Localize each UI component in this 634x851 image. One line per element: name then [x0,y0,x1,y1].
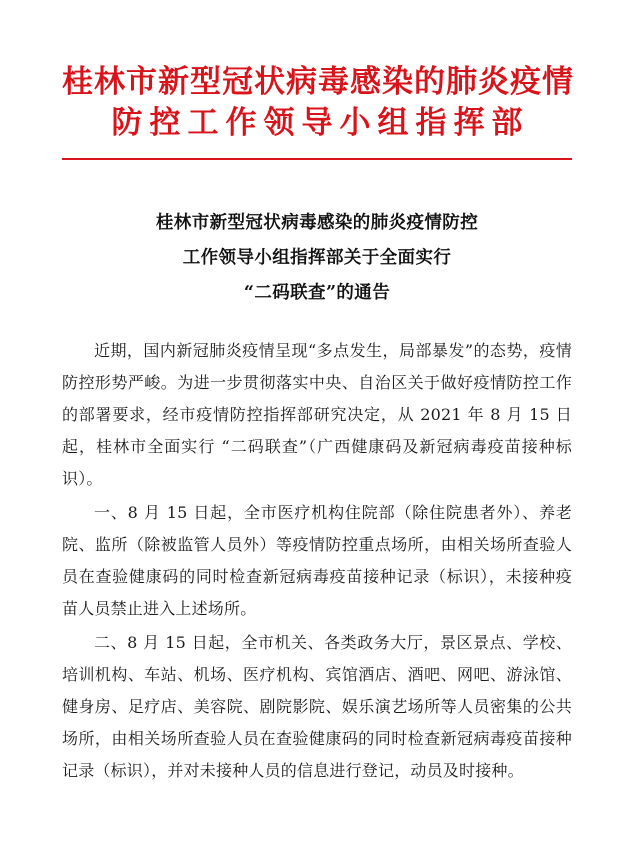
body-paragraph-3: 二、8 月 15 日起，全市机关、各类政务大厅，景区景点、学校、培训机构、车站、机场、医疗机构、宾馆酒店、酒吧、网吧、游泳馆、健身房、足疗店、美容院、剧院影院、娱乐演艺场所等人员密集的公共场所，由相关场所查验人员在查验健康码的同时检查新冠病毒疫苗接种记录（标识），并对未接种人员的信息进行登记，动员及时接种。 [62,632,572,780]
page-title-line-3: “二码联查”的通告 [243,282,391,303]
page-title-line-2: 工作领导小组指挥部关于全面实行 [182,247,452,268]
document-body [62,335,572,787]
masthead-line-2: 防控工作领导小组指挥部 [111,104,530,141]
masthead-red-divider [62,158,572,160]
body-paragraph-2: 一、8 月 15 日起，全市医疗机构住院部（除住院患者外）、养老院、监所（除被监管人员外）等疫情防控重点场所，由相关场所查验人员在查验健康码的同时检查新冠病毒疫苗接种记录（标识），未接种疫苗人员禁止进入上述场所。 [62,502,572,618]
document-masthead [62,0,572,144]
body-paragraph-1: 近期，国内新冠肺炎疫情呈现“多点发生，局部暴发”的态势，疫情防控形势严峻。为进一步贯彻落实中央、自治区关于做好疫情防控工作的部署要求，经市疫情防控指挥部研究决定，从 2021 年 8 月 15 日起，桂林市全面实行 “二码联查”（广西健康码及新冠病毒疫苗接种标识）。 [62,340,572,488]
page-title [62,206,572,311]
page-title-line-1: 桂林市新型冠状病毒感染的肺炎疫情防控 [155,212,479,233]
masthead-line-1: 桂林市新型冠状病毒感染的肺炎疫情 [62,64,574,100]
